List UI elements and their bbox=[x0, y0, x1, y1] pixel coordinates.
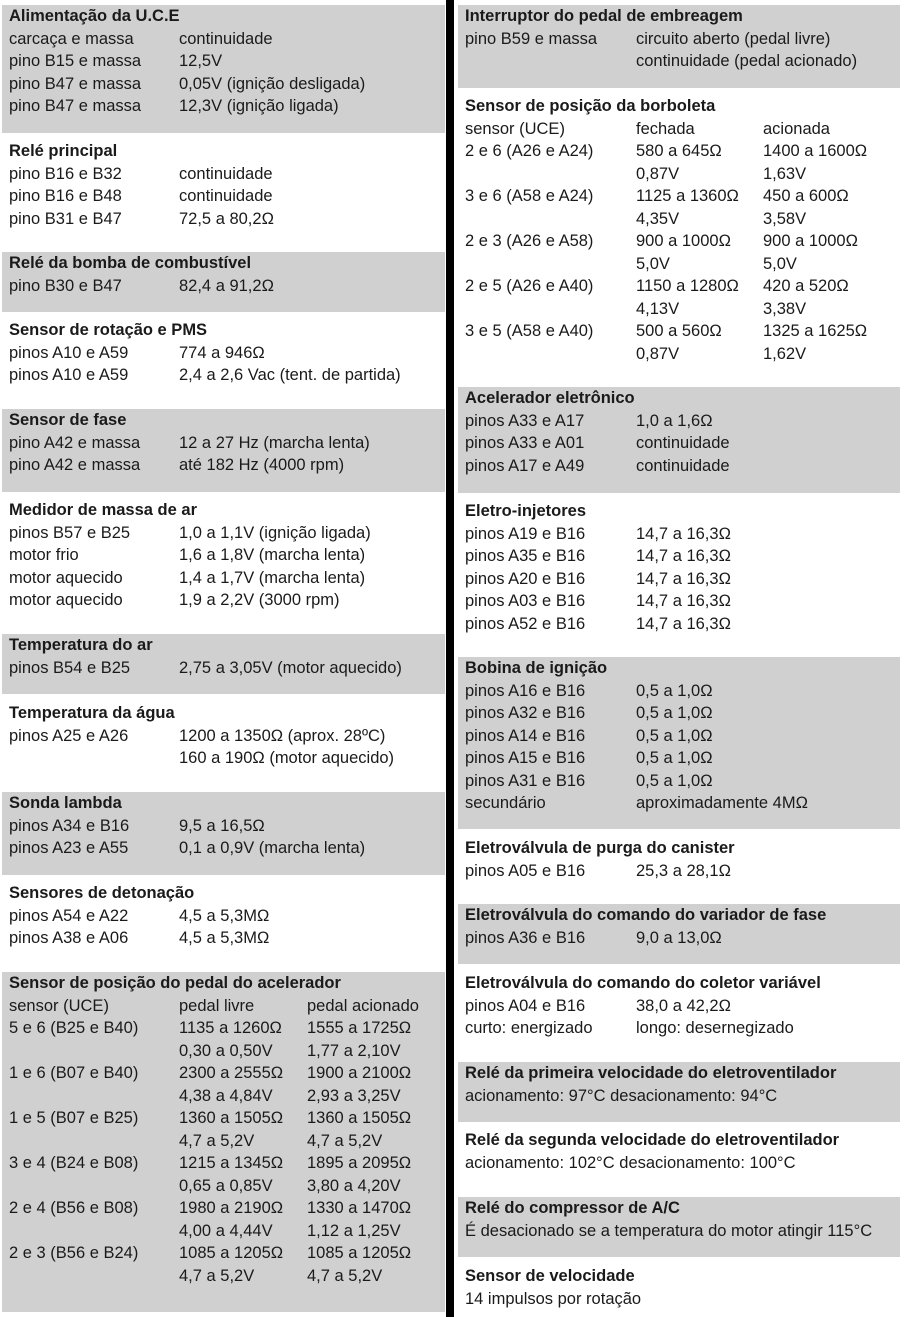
spec-row bbox=[9, 163, 445, 186]
section-eletrovalvula-do-comando-do-coletor-variavel bbox=[458, 972, 900, 1055]
spec-row bbox=[465, 410, 900, 433]
spec-label: pino A42 e massa bbox=[9, 433, 141, 452]
spec-row bbox=[9, 747, 445, 770]
spec-row bbox=[465, 1085, 900, 1108]
spec-row bbox=[465, 770, 900, 793]
spec-row bbox=[465, 253, 900, 276]
spec-value: 580 a 645Ω bbox=[636, 142, 722, 160]
spec-row bbox=[465, 118, 900, 141]
spec-value: 1125 a 1360Ω bbox=[636, 187, 739, 205]
spec-row bbox=[9, 1197, 445, 1220]
spec-label: 1 e 5 (B07 e B25) bbox=[9, 1109, 139, 1127]
spec-value: 4,5 a 5,3MΩ bbox=[179, 906, 270, 925]
spec-value: 0,1 a 0,9V (marcha lenta) bbox=[179, 839, 366, 857]
spec-label: pinos A25 e A26 bbox=[9, 726, 129, 745]
spec-value: 1215 a 1345Ω bbox=[179, 1154, 284, 1172]
spec-row bbox=[9, 28, 445, 51]
spec-row bbox=[465, 545, 900, 568]
spec-value: 14,7 a 16,3Ω bbox=[636, 547, 731, 565]
section-title: Relé da bomba de combustível bbox=[9, 254, 252, 272]
spec-row bbox=[9, 432, 445, 455]
spec-value: 4,13V bbox=[636, 299, 680, 318]
section-title: Temperatura da água bbox=[9, 704, 175, 722]
spec-row bbox=[465, 455, 900, 478]
spec-label: pinos A32 e B16 bbox=[465, 704, 586, 722]
section-title: Sensores de detonação bbox=[9, 884, 195, 902]
spec-value: continuidade (pedal acionado) bbox=[636, 52, 858, 70]
spec-value: 38,0 a 42,2Ω bbox=[636, 996, 731, 1015]
spec-value: 1,63V bbox=[763, 164, 807, 183]
spec-row bbox=[9, 837, 445, 860]
spec-value: 9,0 a 13,0Ω bbox=[636, 928, 722, 947]
spec-value: 2,93 a 3,25V bbox=[307, 1086, 401, 1105]
section-acelerador-eletronico bbox=[458, 387, 900, 493]
spec-value: pedal livre bbox=[179, 996, 255, 1015]
spec-label: pino B15 e massa bbox=[9, 52, 142, 70]
spec-value: 1,0 a 1,6Ω bbox=[636, 411, 713, 430]
spec-row bbox=[465, 523, 900, 546]
spec-value: 1150 a 1280Ω bbox=[636, 277, 739, 295]
spec-row bbox=[9, 1107, 445, 1130]
spec-label: 3 e 6 (A58 e A24) bbox=[465, 187, 594, 205]
spec-value: 2,4 a 2,6 Vac (tent. de partida) bbox=[179, 366, 401, 384]
spec-value: 3,38V bbox=[763, 299, 807, 318]
spec-label: pinos B54 e B25 bbox=[9, 658, 131, 677]
spec-value: 1,0 a 1,1V (ignição ligada) bbox=[179, 523, 371, 542]
spec-label: motor aquecido bbox=[9, 591, 123, 609]
spec-row bbox=[9, 1017, 445, 1040]
spec-row bbox=[465, 1152, 900, 1175]
spec-label: motor frio bbox=[9, 546, 79, 564]
spec-row bbox=[9, 185, 445, 208]
spec-label: 3 e 5 (A58 e A40) bbox=[465, 322, 594, 340]
section-title: Sonda lambda bbox=[9, 794, 122, 812]
spec-value: continuidade bbox=[179, 187, 273, 205]
spec-value: 0,5 a 1,0Ω bbox=[636, 749, 713, 767]
section-title: Eletroválvula de purga do canister bbox=[465, 839, 735, 857]
spec-value: longo: desernegizado bbox=[636, 1019, 794, 1037]
spec-label: pinos A36 e B16 bbox=[465, 928, 586, 947]
section-temperatura-da-agua bbox=[2, 702, 445, 785]
spec-row bbox=[9, 1152, 445, 1175]
section-title: Eletroválvula do comando do coletor variável bbox=[465, 974, 821, 992]
spec-row bbox=[9, 927, 445, 950]
spec-row bbox=[465, 1288, 900, 1311]
spec-label: pinos A04 e B16 bbox=[465, 996, 586, 1015]
spec-row bbox=[9, 95, 445, 118]
spec-label: É desacionado se a temperatura do motor atingir 115°C bbox=[465, 1221, 873, 1240]
spec-row bbox=[9, 342, 445, 365]
spec-label: pinos A19 e B16 bbox=[465, 524, 586, 543]
spec-row bbox=[9, 1040, 445, 1063]
spec-value: 4,7 a 5,2V bbox=[179, 1266, 255, 1285]
spec-value: 25,3 a 28,1Ω bbox=[636, 861, 731, 880]
section-sensor-de-velocidade bbox=[458, 1265, 900, 1317]
section-title: Medidor de massa de ar bbox=[9, 501, 197, 519]
spec-label: pino B16 e B32 bbox=[9, 164, 122, 183]
section-rele-principal bbox=[2, 140, 445, 246]
spec-label: sensor (UCE) bbox=[465, 119, 565, 138]
spec-row bbox=[9, 995, 445, 1018]
section-title: Bobina de ignição bbox=[465, 659, 608, 677]
section-title: Relé da segunda velocidade do eletroventilador bbox=[465, 1131, 840, 1149]
section-alimentacao-da-u-c-e bbox=[2, 5, 445, 133]
spec-row bbox=[465, 747, 900, 770]
section-interruptor-do-pedal-de-embreagem bbox=[458, 5, 900, 88]
spec-row bbox=[9, 725, 445, 748]
spec-value: 1900 a 2100Ω bbox=[307, 1064, 412, 1082]
spec-value: 1,9 a 2,2V (3000 rpm) bbox=[179, 591, 340, 609]
spec-value: 14,7 a 16,3Ω bbox=[636, 614, 731, 633]
section-title: Relé principal bbox=[9, 142, 118, 160]
spec-value: 4,7 a 5,2V bbox=[179, 1131, 255, 1150]
spec-label: acionamento: 97°C desacionamento: 94°C bbox=[465, 1086, 778, 1105]
section-eletrovalvula-do-comando-do-variador-de-fase bbox=[458, 904, 900, 964]
spec-label: pinos A33 e A01 bbox=[465, 434, 585, 452]
spec-label: 2 e 6 (A26 e A24) bbox=[465, 142, 594, 160]
spec-label: pinos A38 e A06 bbox=[9, 929, 129, 947]
spec-row bbox=[9, 1220, 445, 1243]
spec-row bbox=[465, 613, 900, 636]
spec-row bbox=[9, 1130, 445, 1153]
spec-label: pino A42 e massa bbox=[9, 456, 141, 474]
spec-row bbox=[465, 680, 900, 703]
spec-label: pinos A05 e B16 bbox=[465, 861, 586, 880]
spec-row bbox=[9, 657, 445, 680]
spec-value: 450 a 600Ω bbox=[763, 187, 849, 205]
spec-label: pinos A35 e B16 bbox=[465, 547, 586, 565]
spec-value: 1,6 a 1,8V (marcha lenta) bbox=[179, 546, 366, 564]
section-eletrovalvula-de-purga-do-canister bbox=[458, 837, 900, 897]
spec-value: 72,5 a 80,2Ω bbox=[179, 209, 274, 228]
spec-value: 0,5 a 1,0Ω bbox=[636, 771, 713, 790]
spec-label: 2 e 4 (B56 e B08) bbox=[9, 1199, 139, 1217]
spec-value: 500 a 560Ω bbox=[636, 322, 722, 340]
section-medidor-de-massa-de-ar bbox=[2, 499, 445, 627]
section-title: Temperatura do ar bbox=[9, 636, 153, 654]
spec-label: pinos A34 e B16 bbox=[9, 816, 130, 835]
spec-value: 5,0V bbox=[636, 254, 670, 273]
spec-value: 1135 a 1260Ω bbox=[179, 1019, 282, 1037]
spec-value: 1360 a 1505Ω bbox=[307, 1109, 412, 1127]
spec-label: acionamento: 102°C desacionamento: 100°C bbox=[465, 1153, 796, 1172]
spec-value: continuidade bbox=[636, 434, 730, 452]
spec-value: 3,58V bbox=[763, 209, 807, 228]
spec-value: fechada bbox=[636, 119, 695, 138]
spec-value: 0,5 a 1,0Ω bbox=[636, 704, 713, 722]
spec-row bbox=[465, 230, 900, 253]
spec-value: 1,12 a 1,25V bbox=[307, 1221, 401, 1240]
spec-value: 4,5 a 5,3MΩ bbox=[179, 929, 270, 947]
spec-value: 1,77 a 2,10V bbox=[307, 1041, 401, 1060]
section-sonda-lambda bbox=[2, 792, 445, 875]
spec-value: 1,62V bbox=[763, 344, 807, 363]
spec-value: 12,3V (ignição ligada) bbox=[179, 97, 339, 115]
spec-value: 14,7 a 16,3Ω bbox=[636, 524, 731, 543]
spec-value: 1325 a 1625Ω bbox=[763, 322, 868, 340]
spec-row bbox=[9, 454, 445, 477]
spec-value: 1400 a 1600Ω bbox=[763, 142, 868, 160]
spec-row bbox=[9, 1085, 445, 1108]
spec-label: pinos A17 e A49 bbox=[465, 456, 585, 475]
spec-row bbox=[9, 1062, 445, 1085]
spec-label: 2 e 3 (B56 e B24) bbox=[9, 1244, 139, 1262]
section-rele-da-segunda-velocidade-do-eletroventilador bbox=[458, 1129, 900, 1189]
spec-value: 0,5 a 1,0Ω bbox=[636, 681, 713, 700]
section-title: Sensor de rotação e PMS bbox=[9, 321, 208, 339]
section-title: Interruptor do pedal de embreagem bbox=[465, 7, 743, 25]
spec-row bbox=[465, 208, 900, 231]
section-title: Sensor de posição da borboleta bbox=[465, 97, 716, 115]
spec-row bbox=[465, 140, 900, 163]
spec-row bbox=[465, 568, 900, 591]
spec-value: 4,7 a 5,2V bbox=[307, 1131, 383, 1150]
spec-row bbox=[465, 163, 900, 186]
spec-label: pinos A23 e A55 bbox=[9, 839, 129, 857]
spec-row bbox=[465, 590, 900, 613]
spec-label: 14 impulsos por rotação bbox=[465, 1289, 642, 1308]
spec-label: pino B30 e B47 bbox=[9, 276, 122, 295]
column-divider bbox=[446, 0, 454, 1317]
spec-label: 2 e 3 (A26 e A58) bbox=[465, 232, 594, 250]
spec-value: 0,05V (ignição desligada) bbox=[179, 74, 366, 93]
spec-label: pinos A52 e B16 bbox=[465, 614, 586, 633]
spec-value: 0,30 a 0,50V bbox=[179, 1041, 273, 1060]
spec-row bbox=[465, 1220, 900, 1243]
section-title: Relé da primeira velocidade do eletroventilador bbox=[465, 1064, 837, 1082]
spec-row bbox=[9, 544, 445, 567]
section-rele-da-primeira-velocidade-do-eletroventilador bbox=[458, 1062, 900, 1122]
section-title: Sensor de posição do pedal do acelerador bbox=[9, 974, 341, 992]
spec-row bbox=[9, 522, 445, 545]
spec-value: 14,7 a 16,3Ω bbox=[636, 592, 731, 610]
spec-value: circuito aberto (pedal livre) bbox=[636, 29, 831, 48]
spec-value: 420 a 520Ω bbox=[763, 277, 849, 295]
spec-value: 4,00 a 4,44V bbox=[179, 1221, 273, 1240]
spec-row bbox=[465, 298, 900, 321]
spec-row bbox=[9, 1265, 445, 1288]
spec-label: curto: energizado bbox=[465, 1019, 593, 1037]
spec-value: acionada bbox=[763, 119, 830, 138]
spec-value: 160 a 190Ω (motor aquecido) bbox=[179, 749, 395, 767]
spec-row bbox=[9, 905, 445, 928]
spec-row bbox=[465, 995, 900, 1018]
spec-value: 14,7 a 16,3Ω bbox=[636, 569, 731, 588]
section-title: Acelerador eletrônico bbox=[465, 389, 635, 407]
spec-label: pinos A15 e B16 bbox=[465, 749, 586, 767]
spec-value: aproximadamente 4MΩ bbox=[636, 794, 808, 812]
spec-row bbox=[9, 50, 445, 73]
spec-row bbox=[9, 1242, 445, 1265]
spec-value: continuidade bbox=[179, 164, 273, 183]
spec-label: pino B59 e massa bbox=[465, 29, 598, 48]
section-sensor-de-fase bbox=[2, 409, 445, 492]
spec-label: 5 e 6 (B25 e B40) bbox=[9, 1019, 139, 1037]
spec-label: sensor (UCE) bbox=[9, 996, 109, 1015]
spec-row bbox=[465, 792, 900, 815]
spec-row bbox=[465, 725, 900, 748]
spec-value: 0,87V bbox=[636, 344, 680, 363]
spec-row bbox=[9, 73, 445, 96]
spec-value: 0,65 a 0,85V bbox=[179, 1176, 273, 1195]
spec-row bbox=[9, 815, 445, 838]
spec-value: 4,35V bbox=[636, 209, 680, 228]
section-title: Sensor de velocidade bbox=[465, 1267, 635, 1285]
section-sensor-de-posicao-da-borboleta bbox=[458, 95, 900, 380]
spec-row bbox=[9, 275, 445, 298]
spec-value: 9,5 a 16,5Ω bbox=[179, 816, 265, 835]
spec-value: 0,5 a 1,0Ω bbox=[636, 726, 713, 745]
spec-value: 5,0V bbox=[763, 254, 797, 273]
spec-label: pinos A16 e B16 bbox=[465, 681, 586, 700]
spec-value: 0,87V bbox=[636, 164, 680, 183]
spec-row bbox=[465, 860, 900, 883]
spec-value: 1555 a 1725Ω bbox=[307, 1019, 412, 1037]
spec-value: pedal acionado bbox=[307, 996, 419, 1015]
spec-value: até 182 Hz (4000 rpm) bbox=[179, 456, 345, 474]
spec-value: 1085 a 1205Ω bbox=[307, 1244, 412, 1262]
spec-label: secundário bbox=[465, 794, 546, 812]
section-eletro-injetores bbox=[458, 500, 900, 650]
spec-label: 1 e 6 (B07 e B40) bbox=[9, 1064, 139, 1082]
spec-label: 2 e 5 (A26 e A40) bbox=[465, 277, 594, 295]
spec-row bbox=[9, 208, 445, 231]
spec-label: pinos A54 e A22 bbox=[9, 906, 129, 925]
spec-value: 4,7 a 5,2V bbox=[307, 1266, 383, 1285]
section-title: Relé do compressor de A/C bbox=[465, 1199, 680, 1217]
spec-label: carcaça e massa bbox=[9, 29, 134, 48]
spec-value: continuidade bbox=[179, 29, 273, 48]
spec-value: 900 a 1000Ω bbox=[636, 232, 731, 250]
spec-label: pinos A31 e B16 bbox=[465, 771, 586, 790]
spec-value: 4,38 a 4,84V bbox=[179, 1086, 273, 1105]
spec-row bbox=[9, 1175, 445, 1198]
spec-label: 3 e 4 (B24 e B08) bbox=[9, 1154, 139, 1172]
spec-label: pinos A14 e B16 bbox=[465, 726, 586, 745]
section-temperatura-do-ar bbox=[2, 634, 445, 694]
spec-label: pino B16 e B48 bbox=[9, 187, 122, 205]
spec-label: pinos A03 e B16 bbox=[465, 592, 586, 610]
section-title: Alimentação da U.C.E bbox=[9, 7, 180, 25]
section-rele-da-bomba-de-combustivel bbox=[2, 252, 445, 312]
spec-row bbox=[465, 1017, 900, 1040]
section-title: Sensor de fase bbox=[9, 411, 127, 429]
spec-value: 1980 a 2190Ω bbox=[179, 1199, 284, 1217]
spec-value: 1360 a 1505Ω bbox=[179, 1109, 284, 1127]
spec-row bbox=[465, 927, 900, 950]
spec-label: pino B47 e massa bbox=[9, 74, 142, 93]
spec-label: pino B47 e massa bbox=[9, 97, 142, 115]
spec-label: pino B31 e B47 bbox=[9, 209, 122, 228]
spec-row bbox=[9, 589, 445, 612]
spec-value: 1085 a 1205Ω bbox=[179, 1244, 284, 1262]
spec-row bbox=[9, 567, 445, 590]
spec-value: 12 a 27 Hz (marcha lenta) bbox=[179, 433, 370, 452]
spec-value: continuidade bbox=[636, 456, 730, 475]
spec-row bbox=[465, 702, 900, 725]
spec-value: 1200 a 1350Ω (aprox. 28ºC) bbox=[179, 726, 386, 745]
spec-row bbox=[465, 320, 900, 343]
section-title: Eletro-injetores bbox=[465, 502, 587, 520]
section-title: Eletroválvula do comando do variador de fase bbox=[465, 906, 827, 924]
spec-label: pinos A20 e B16 bbox=[465, 569, 586, 588]
spec-row bbox=[465, 343, 900, 366]
spec-value: 2300 a 2555Ω bbox=[179, 1064, 284, 1082]
section-bobina-de-ignicao bbox=[458, 657, 900, 829]
section-rele-do-compressor-de-a-c bbox=[458, 1197, 900, 1257]
spec-label: pinos A10 e A59 bbox=[9, 343, 129, 362]
spec-value: 1895 a 2095Ω bbox=[307, 1154, 412, 1172]
spec-row bbox=[465, 50, 900, 73]
spec-value: 2,75 a 3,05V (motor aquecido) bbox=[179, 658, 402, 677]
section-sensores-de-detonacao bbox=[2, 882, 445, 965]
spec-value: 900 a 1000Ω bbox=[763, 232, 858, 250]
spec-value: 3,80 a 4,20V bbox=[307, 1176, 401, 1195]
section-sensor-de-posicao-do-pedal-do-acelerador bbox=[2, 972, 445, 1312]
spec-label: motor aquecido bbox=[9, 568, 123, 587]
spec-label: pinos B57 e B25 bbox=[9, 523, 131, 542]
spec-row bbox=[465, 185, 900, 208]
spec-row bbox=[465, 275, 900, 298]
spec-row bbox=[465, 28, 900, 51]
section-sensor-de-rotacao-e-pms bbox=[2, 319, 445, 402]
spec-value: 1330 a 1470Ω bbox=[307, 1199, 412, 1217]
spec-value: 12,5V bbox=[179, 52, 223, 70]
spec-value: 82,4 a 91,2Ω bbox=[179, 276, 274, 295]
spec-value: 774 a 946Ω bbox=[179, 343, 265, 362]
spec-label: pinos A33 e A17 bbox=[465, 411, 585, 430]
spec-row bbox=[9, 364, 445, 387]
spec-label: pinos A10 e A59 bbox=[9, 366, 129, 384]
spec-value: 1,4 a 1,7V (marcha lenta) bbox=[179, 568, 366, 587]
spec-row bbox=[465, 432, 900, 455]
